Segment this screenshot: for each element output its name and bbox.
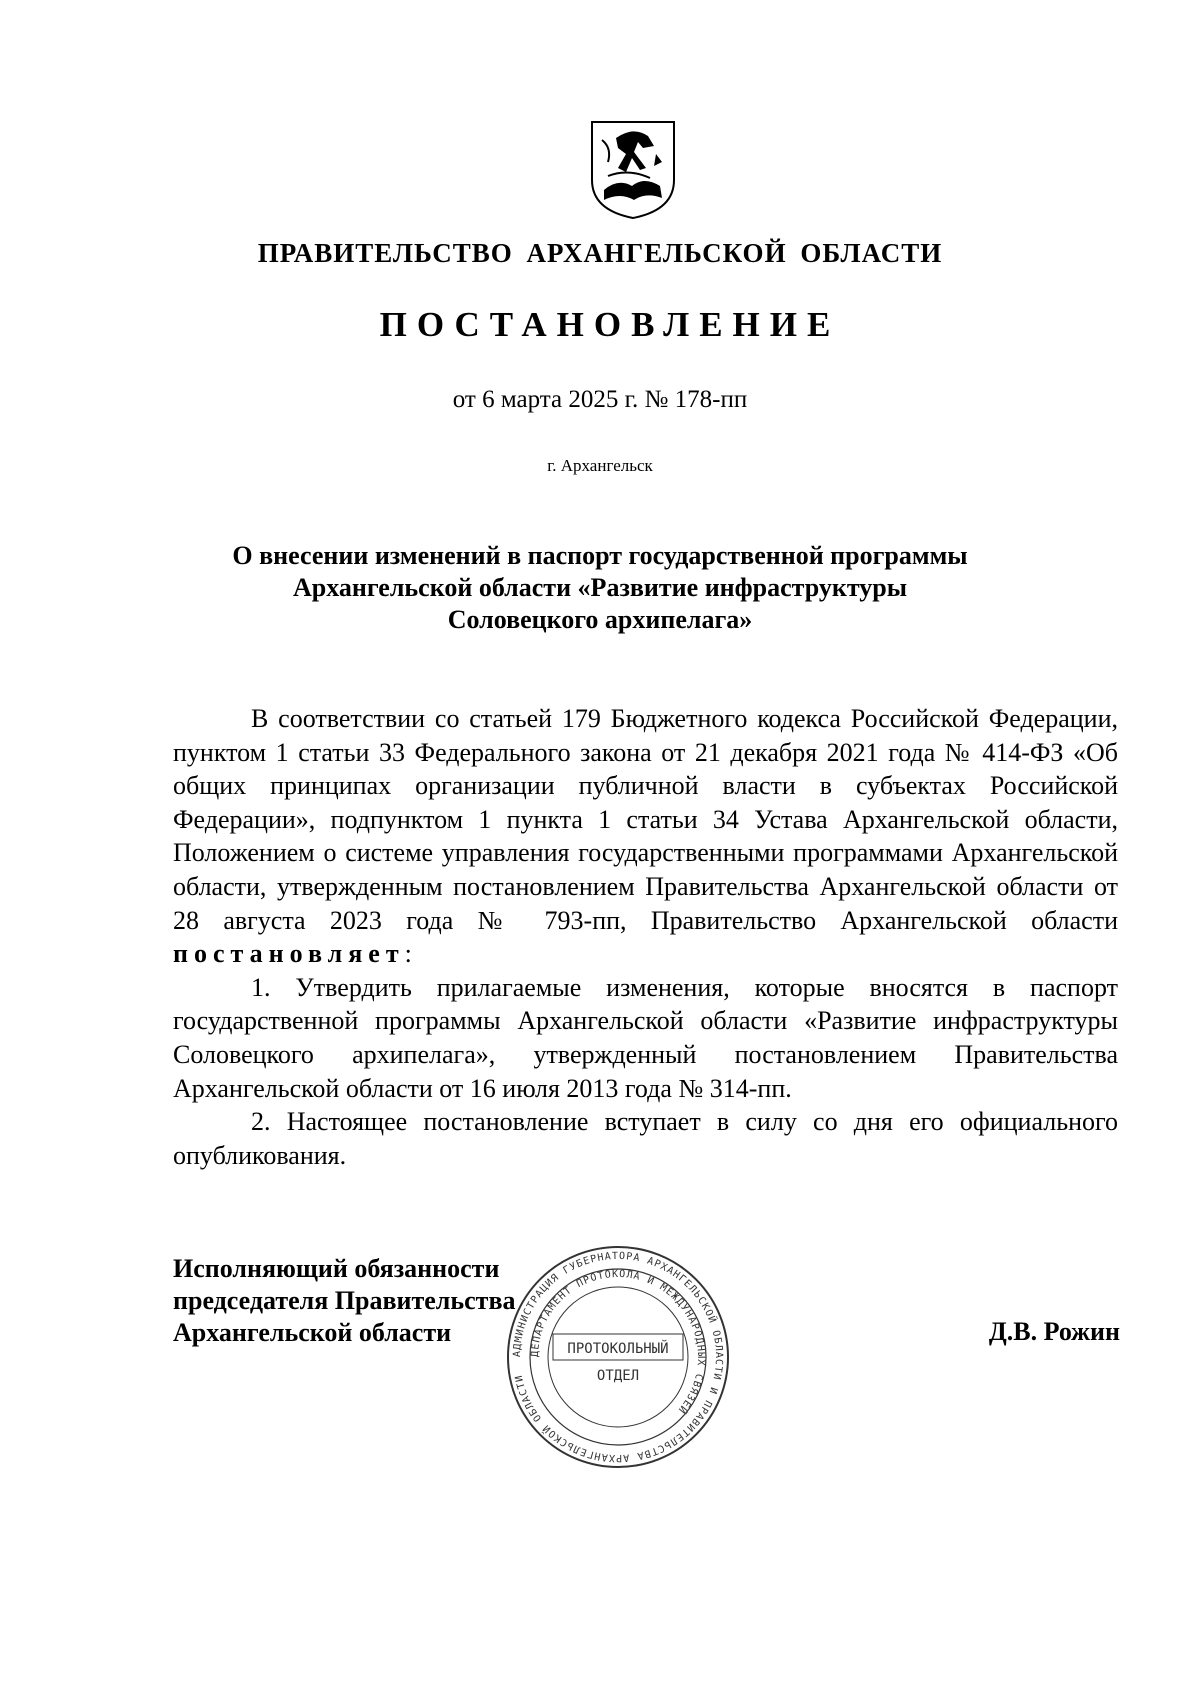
document-subject <box>150 540 1050 636</box>
signatory-title-line: Архангельской области <box>173 1318 452 1347</box>
decree-word: постановляет <box>173 939 405 969</box>
signatory-title-line: председателя Правительства <box>173 1286 516 1315</box>
stamp-outer-text: АДМИНИСТРАЦИЯ ГУБЕРНАТОРА АРХАНГЕЛЬСКОЙ ОБЛАСТИ И ПРАВИТЕЛЬСТВА АРХАНГЕЛЬСКОЙ ОБЛАСТИ <box>511 1250 725 1464</box>
document-body <box>173 702 1118 1172</box>
preamble-paragraph <box>173 702 1118 971</box>
official-stamp <box>503 1242 733 1472</box>
organization-name: ПРАВИТЕЛЬСТВО АРХАНГЕЛЬСКОЙ ОБЛАСТИ <box>257 238 943 268</box>
signatory-name: Д.В. Рожин <box>988 1317 1120 1346</box>
coat-of-arms-icon <box>588 118 678 220</box>
subject-line: О внесении изменений в паспорт государственной программы <box>232 541 968 570</box>
document-type: ПОСТАНОВЛЕНИЕ <box>379 305 841 344</box>
stamp-center-line1: ПРОТОКОЛЬНЫЙ <box>567 1341 669 1357</box>
document-place: г. Архангельск <box>547 456 653 475</box>
subject-line: Соловецкого архипелага» <box>447 605 753 634</box>
subject-line: Архангельской области «Развитие инфраструктуры <box>292 573 908 602</box>
preamble-text: В соответствии со статьей 179 Бюджетного кодекса Российской Федерации, пунктом 1 статьи 33 Федерального закона от 21 декабря 2021 года № 414-ФЗ «Об общих принципах организации публичной власти в субъектах Российской Федерации», подпунктом 1 пункта 1 статьи 34 Устава Архангельской области, Положением о системе управления государственными программами Архангельской области, утвержденным постановлением Правительства Архангельской области от 28 августа 2023 года № 793-пп, Правительство Архангельской области <box>173 704 1118 935</box>
item-1: 1. Утвердить прилагаемые изменения, которые вносятся в паспорт государственной программы Архангельской области «Развитие инфраструктуры Соловецкого архипелага», утвержденный постановлением Правительства Архангельской области от 16 июля 2013 года № 314-пп. <box>173 972 1118 1103</box>
item-2: 2. Настоящее постановление вступает в силу со дня его официального опубликования. <box>173 1107 1118 1170</box>
decree-colon: : <box>404 939 412 969</box>
stamp-center-line2: ОТДЕЛ <box>596 1368 640 1384</box>
signatory-title-line: Исполняющий обязанности <box>173 1254 500 1283</box>
document-date-number: от 6 марта 2025 г. № 178-пп <box>452 386 748 413</box>
stamp-inner-text: ДЕПАРТАМЕНТ ПРОТОКОЛА И МЕЖДУНАРОДНЫХ СВЯЗЕЙ <box>529 1268 707 1416</box>
